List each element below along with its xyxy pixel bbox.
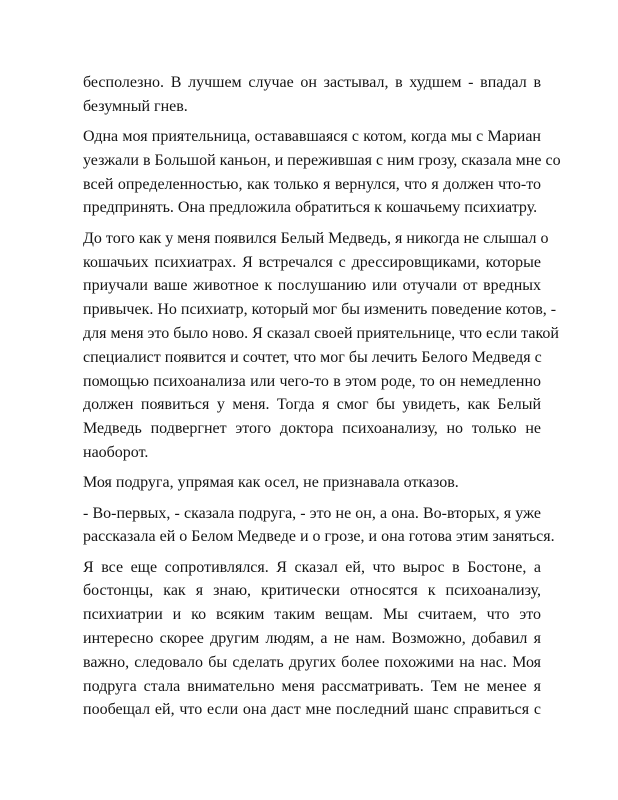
text-line: приучали ваше животное к послушанию или отучали от вредных (83, 277, 541, 295)
text-line: Медведь подвергнет этого доктора психоанализу, но только не (83, 420, 541, 438)
text-line: психиатрии и ко всяким таким вещам. Мы считаем, что это (83, 606, 541, 624)
text-line: Одна моя приятельница, остававшаяся с котом, когда мы с Мариан (83, 128, 541, 146)
text-line: подруга стала внимательно меня рассматривать. Тем не менее я (83, 677, 541, 695)
body-text (83, 71, 561, 729)
paragraph-3 (83, 227, 559, 465)
text-line: рассказала ей о Белом Медведе и о грозе, и она готова этим заняться. (83, 528, 555, 546)
text-line: привычек. Но психиатр, который мог бы изменить поведение котов, - (83, 301, 557, 319)
text-line: кошачьих психиатрах. Я встречался с дрессировщиками, которые (83, 253, 541, 271)
paragraph-6 (83, 556, 541, 723)
paragraph-1 (83, 71, 541, 119)
text-line: бостонцы, как я знаю, критически относятся к психоанализу, (83, 582, 541, 600)
text-line: должен появиться у меня. Тогда я смог бы увидеть, как Белый (83, 396, 541, 414)
text-line: всей определенностью, как только я вернулся, что я должен что-то (83, 175, 541, 193)
text-line: бесполезно. В лучшем случае он застывал, в худшем - впадал в (83, 74, 541, 91)
text-line: До того как у меня появился Белый Медведь, я никогда не слышал о (83, 229, 549, 247)
paragraph-4 (83, 471, 541, 495)
text-line: наоборот. (83, 443, 149, 461)
text-line: Я все еще сопротивлялся. Я сказал ей, что вырос в Бостоне, а (83, 558, 541, 576)
text-line: предпринять. Она предложила обратиться к кошачьему психиатру. (83, 199, 538, 217)
text-line: безумный гнев. (83, 97, 188, 115)
text-line: помощью психоанализа или чего-то в этом роде, то он немедленно (83, 372, 541, 390)
text-line: пообещал ей, что если она даст мне последний шанс справиться с (83, 701, 541, 719)
text-line: специалист появится и сочтет, что мог бы лечить Белого Медведя с (83, 348, 542, 366)
paragraph-5 (83, 502, 555, 550)
text-line: для меня это было ново. Я сказал своей приятельнице, что если такой (83, 324, 559, 342)
text-line: Моя подруга, упрямая как осел, не признавала отказов. (83, 474, 459, 492)
paragraph-2 (83, 125, 561, 220)
text-line: уезжали в Большой каньон, и пережившая с ним грозу, сказала мне со (83, 151, 561, 169)
text-line: интересно скорее другим людям, а не нам. Возможно, добавил я (83, 630, 541, 648)
text-line: - Во-первых, - сказала подруга, - это не он, а она. Во-вторых, я уже (83, 504, 541, 522)
text-line: важно, следовало бы сделать других более похожими на нас. Моя (83, 653, 541, 671)
